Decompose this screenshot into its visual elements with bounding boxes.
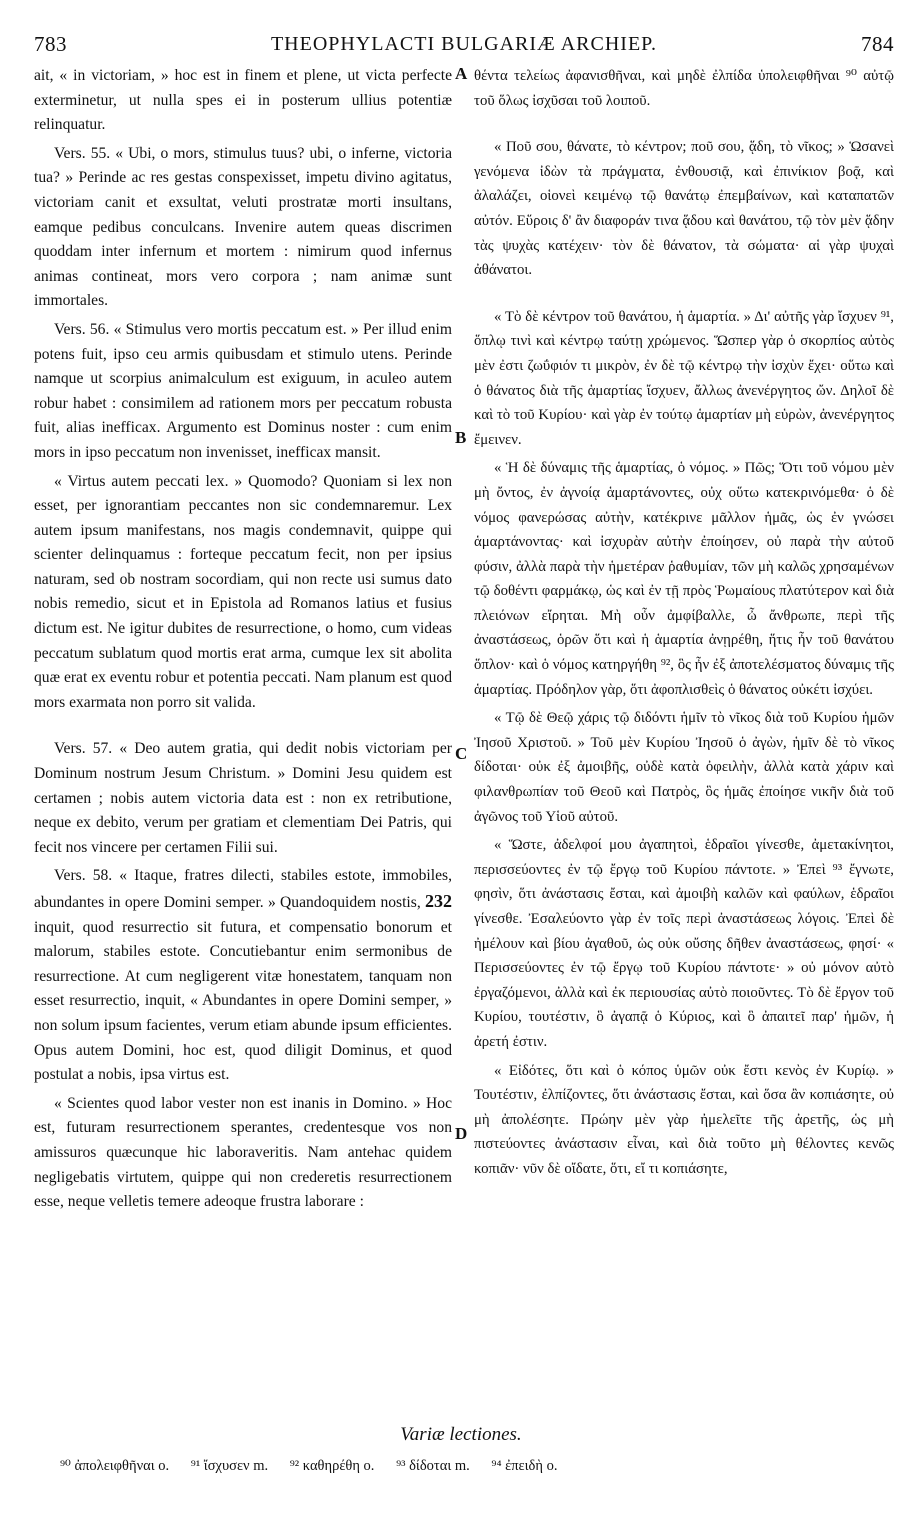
greek-paragraph: « Τὸ δὲ κέντρον τοῦ θανάτου, ἡ ἁμαρτία. » Δι' αὐτῆς γὰρ ἴσχυεν ⁹¹, ὅπλῳ τινὶ καὶ κέντρῳ ταύτῃ χρώμενος. Ὥσπερ γὰρ ὁ σκορπίος αὐτὸς μὲν ἐστι ζωΰφιόν τι μικρὸν, ἐν δὲ τῷ κέντρῳ τὴν ἰσχὺν ἔχει· οὕτω καὶ ὁ θάνατος διὰ τῆς ἁμαρτίας ἴσχυεν, ἄλλως ἀνενέργητος ὤν. Δηλοῖ δὲ καὶ τὸ τοῦ Κυρίου· καὶ γὰρ ἐν τούτῳ ἁμαρτίαν μὴ εὑρὼν, ἀνενέργητος ἔμεινεν.	[474, 308, 894, 448]
latin-paragraph: « Scientes quod labor vester non est inanis in Domino. » Hoc est, futuram resurrectionem sperantes, credentesque vos non amissuros quæcunque hic laboraveritis. Nam antehac quidem negligebatis virtutem, quippe qui non crederetis resurrectionem esse, neque velletis temere adeoque frustra laborare :	[34, 1094, 452, 1211]
column-number: 232	[425, 891, 452, 911]
latin-paragraph-with-column-number	[34, 864, 452, 1087]
latin-text: Vers. 58. « Itaque, fratres dilecti, stabiles estote, immobiles, abundantes in opere Domini semper. » Quandoquidem nostis,	[34, 867, 452, 911]
latin-paragraph: Vers. 57. « Deo autem gratia, qui dedit nobis victoriam per Dominum nostrum Jesum Christum. » Domini Jesu quidem est certamen ; nobis autem victoria data est : non ex retributione, neque ex debito, verum per gratiam et clementiam Dei Patris, qui fecit nos vincere per certamen Filii sui.	[34, 740, 452, 856]
latin-column	[34, 64, 452, 1219]
latin-text: inquit, quod resurrectio sit futura, et compensatio bonorum et malorum, stabiles estote. Concutiebantur enim sermonibus de resurrectione. At cum negligerent vitæ honestatem, tanquam non esset resurrectio, inquit, « Abundantes in opere Domini semper, » non solum ipsum facientes, verum etiam abunde ipsum efficientes. Opus autem Domini, hoc est, quod diligit Dominus, et quod postulat a nobis, ipsa virtus est.	[34, 918, 452, 1084]
section-marker-b: B	[455, 428, 467, 447]
greek-column	[474, 64, 894, 1186]
section-marker-d: D	[455, 1124, 468, 1143]
latin-paragraph: Vers. 55. « Ubi, o mors, stimulus tuus? ubi, o inferne, victoria tua? » Perinde ac res gestas conspexisset, impetu divino agitatus, victoriam canit et exsultat, veluti prostratæ morti insultans, eamque pedibus conculcans. Invenire autem queas discrimen quoddam inter infernum et mortem : nimirum quod infernus animas contineat, mors vero corpora ; nam animæ sunt immortales.	[34, 144, 452, 310]
variant-note: ⁹⁴ ἐπειδὴ o.	[491, 1458, 558, 1474]
latin-paragraph: ait, « in victoriam, » hoc est in finem et plene, ut victa perfecte exterminetur, ut nulla spes ei in posterum ullius potentiæ relinquatur.	[34, 67, 452, 134]
latin-paragraph: Vers. 56. « Stimulus vero mortis peccatum est. » Per illud enim potens fuit, ipso ceu armis quibusdam et stimulo utens. Perinde namque ut scorpius animalculum est exiguum, in aculeo autem robur habet : consimilem ad rationem mors per peccatum robusta fuit, alias inefficax. Argumento est Dominus noster : cum enim mors in ipso peccatum non invenisset, inefficax mansit.	[34, 320, 452, 461]
variant-note: ⁹³ δίδοται m.	[396, 1458, 470, 1474]
latin-paragraph: « Virtus autem peccati lex. » Quomodo? Quoniam si lex non esset, per ignorantiam peccantes non sic condemnaremur. Lex autem ipsum manifestans, nos magis condemnavit, quippe qui scienter delinquamus : forteque peccatum fecit, non per ipsius naturam, sed ob nostram socordiam, qui non recte usi sumus dato nobis remedio, sicut et in Epistola ad Romanos latius et fusius dictum est. Ne igitur dubites de resurrectione, o homo, cum videas peccatum sublatum quod mortis erat arma, cumque lex sit abolita quæ erat ex eventu robur et potentia peccati. Nam planum est quod mors exarmata non porro sit valida.	[34, 472, 452, 711]
running-title: THEOPHYLACTI BULGARIÆ ARCHIEP.	[270, 32, 658, 55]
section-marker-a: A	[455, 64, 468, 83]
running-header	[34, 30, 894, 58]
variant-note: ⁹² καθηρέθη o.	[289, 1458, 375, 1474]
greek-paragraph: « Ἡ δὲ δύναμις τῆς ἁμαρτίας, ὁ νόμος. » Πῶς; Ὅτι τοῦ νόμου μὲν μὴ ὄντος, ἐν ἀγνοίᾳ ἁμαρτάνοντες, οὐχ οὕτω κατεκρινόμεθα· ὁ δὲ νόμος φανερώσας αὐτὴν, κατέκρινε μᾶλλον ἡμᾶς, ὡς ἐν γνώσει ἁμαρτάνοντας· καὶ ἰσχυρὰν αὐτὴν ἐποίησεν, οὐ παρὰ τὴν αὐτοῦ φύσιν, ἀλλὰ παρὰ τὴν ἡμετέραν ῥαθυμίαν, τῶν μὴ καλῶς χρησαμένων τῷ δοθέντι φαρμάκῳ, ὡς καὶ ἐν τῇ πρὸς Ῥωμαίους πλατύτερον καὶ διὰ πλειόνων εἴρηται. Μὴ οὖν ἀμφίβαλλε, ὦ ἄνθρωπε, περὶ τῆς ἀναστάσεως, ὁρῶν ὅτι καὶ ἡ ἁμαρτία ἀνῃρέθη, ἥτις ἦν τοῦ θανάτου ὅπλον· καὶ ὁ νόμος κατηργήθη ⁹², ὃς ἦν ἐξ ἀποτελέσματος δύναμις τῆς ἁμαρτίας. Πρόδηλον γὰρ, ὅτι ἀφοπλισθεὶς ὁ θάνατος οὐκέτι ἰσχύει.	[474, 460, 894, 698]
variant-readings-notes	[60, 1458, 862, 1475]
variant-note: ⁹¹ ἴσχυσεν m.	[190, 1458, 269, 1474]
left-page-number: 783	[34, 31, 67, 56]
variant-note: ⁹⁰ ἀπολειφθῆναι o.	[60, 1458, 170, 1474]
greek-paragraph: « Τῷ δὲ Θεῷ χάρις τῷ διδόντι ἡμῖν τὸ νῖκος διὰ τοῦ Κυρίου ἡμῶν Ἰησοῦ Χριστοῦ. » Τοῦ μὲν Κυρίου Ἰησοῦ ὁ ἀγὼν, ἡμῖν δὲ τὸ νῖκος δίδοται· οὐκ ἐξ ἀμοιβῆς, οὐδὲ κατὰ ὀφειλὴν, ἀλλὰ κατὰ χάριν καὶ φιλανθρωπίαν τοῦ Θεοῦ καὶ Πατρὸς, ὃς ἡμᾶς ἐποίησε νικῆν διὰ τοῦ ἀγῶνος τοῦ Υἱοῦ αὐτοῦ.	[474, 710, 894, 825]
variant-readings-title: Variæ lectiones.	[400, 1424, 522, 1445]
greek-paragraph: « Εἰδότες, ὅτι καὶ ὁ κόπος ὑμῶν οὐκ ἔστι κενὸς ἐν Κυρίῳ. » Τουτέστιν, ἐλπίζοντες, ὅτι ἀνάστασις ἔσται, καὶ ὅσα ἂν κοπιάσητε, οὐ μὴ ἀπολέσητε. Πρώην μὲν γὰρ ἠμελεῖτε τῆς ἀρετῆς, ὡς μὴ πιστεύοντες ἀνάστασιν εἶναι, καὶ διὰ τοῦτο μὴ θέλοντες κενῶς κοπιᾶν· νῦν δὲ οἴδατε, ὅτι, εἴ τι κοπιάσητε,	[474, 1062, 894, 1177]
greek-paragraph: « Ποῦ σου, θάνατε, τὸ κέντρον; ποῦ σου, ᾅδη, τὸ νῖκος; » Ὡσανεὶ γενόμενα ἰδὼν τὰ πράγματα, ἐνθουσιᾷ, καὶ ἐπινίκιον βοᾷ, καὶ ἀλαλάζει, οἱονεὶ κειμένῳ τῷ θανάτῳ ἐπεμβαίνων, καὶ καταπατῶν αὐτόν. Εὕροις δ' ἂν διαφοράν τινα ᾅδου καὶ θανάτου, τῷ τὸν μὲν ᾅδην τὰς ψυχὰς κατέχειν· τὸν δὲ θάνατον, τὰ σώματα· αἱ γὰρ ψυχαὶ ἀθάνατοι.	[474, 139, 894, 279]
right-page-number: 784	[861, 31, 894, 56]
greek-paragraph: θέντα τελείως ἀφανισθῆναι, καὶ μηδὲ ἐλπίδα ὑπολειφθῆναι ⁹⁰ αὐτῷ τοῦ ὅλως ἰσχῦσαι τοῦ λοιποῦ.	[474, 68, 894, 109]
section-marker-c: C	[455, 744, 468, 763]
greek-paragraph: « Ὥστε, ἀδελφοί μου ἀγαπητοὶ, ἑδραῖοι γίνεσθε, ἀμετακίνητοι, περισσεύοντες ἐν τῷ ἔργῳ τοῦ Κυρίου πάντοτε. » Ἐπεὶ ⁹³ ἔγνωτε, φησὶν, ὅτι ἀνάστασις ἔσται, καὶ ἀμοιβὴ καλῶν καὶ φαύλων, ἑδραῖοι γίνεσθε. Ἐσαλεύοντο γὰρ ἐν τοῖς περὶ ἀναστάσεως λόγοις. Ἐπεὶ δὲ ἠμέλουν καὶ βίου ἀγαθοῦ, ὡς οὐκ οὔσης δῆθεν ἀναστάσεως, φησί· « Περισσεύοντες ἐν τῷ ἔργῳ τοῦ Κυρίου πάντοτε· » οὐ μόνον αὐτὸ ἐργαζόμενοι, ἀλλὰ καὶ ἐκ περιουσίας αὐτὸ ποιοῦντες. Τὸ δὲ ἔργον τοῦ Κυρίου, τουτέστιν, ὃ ἀγαπᾷ ὁ Κύριος, καὶ ὃ ἀπαιτεῖ παρ' ἡμῶν, ἡ ἀρετή ἐστιν.	[474, 837, 894, 1050]
